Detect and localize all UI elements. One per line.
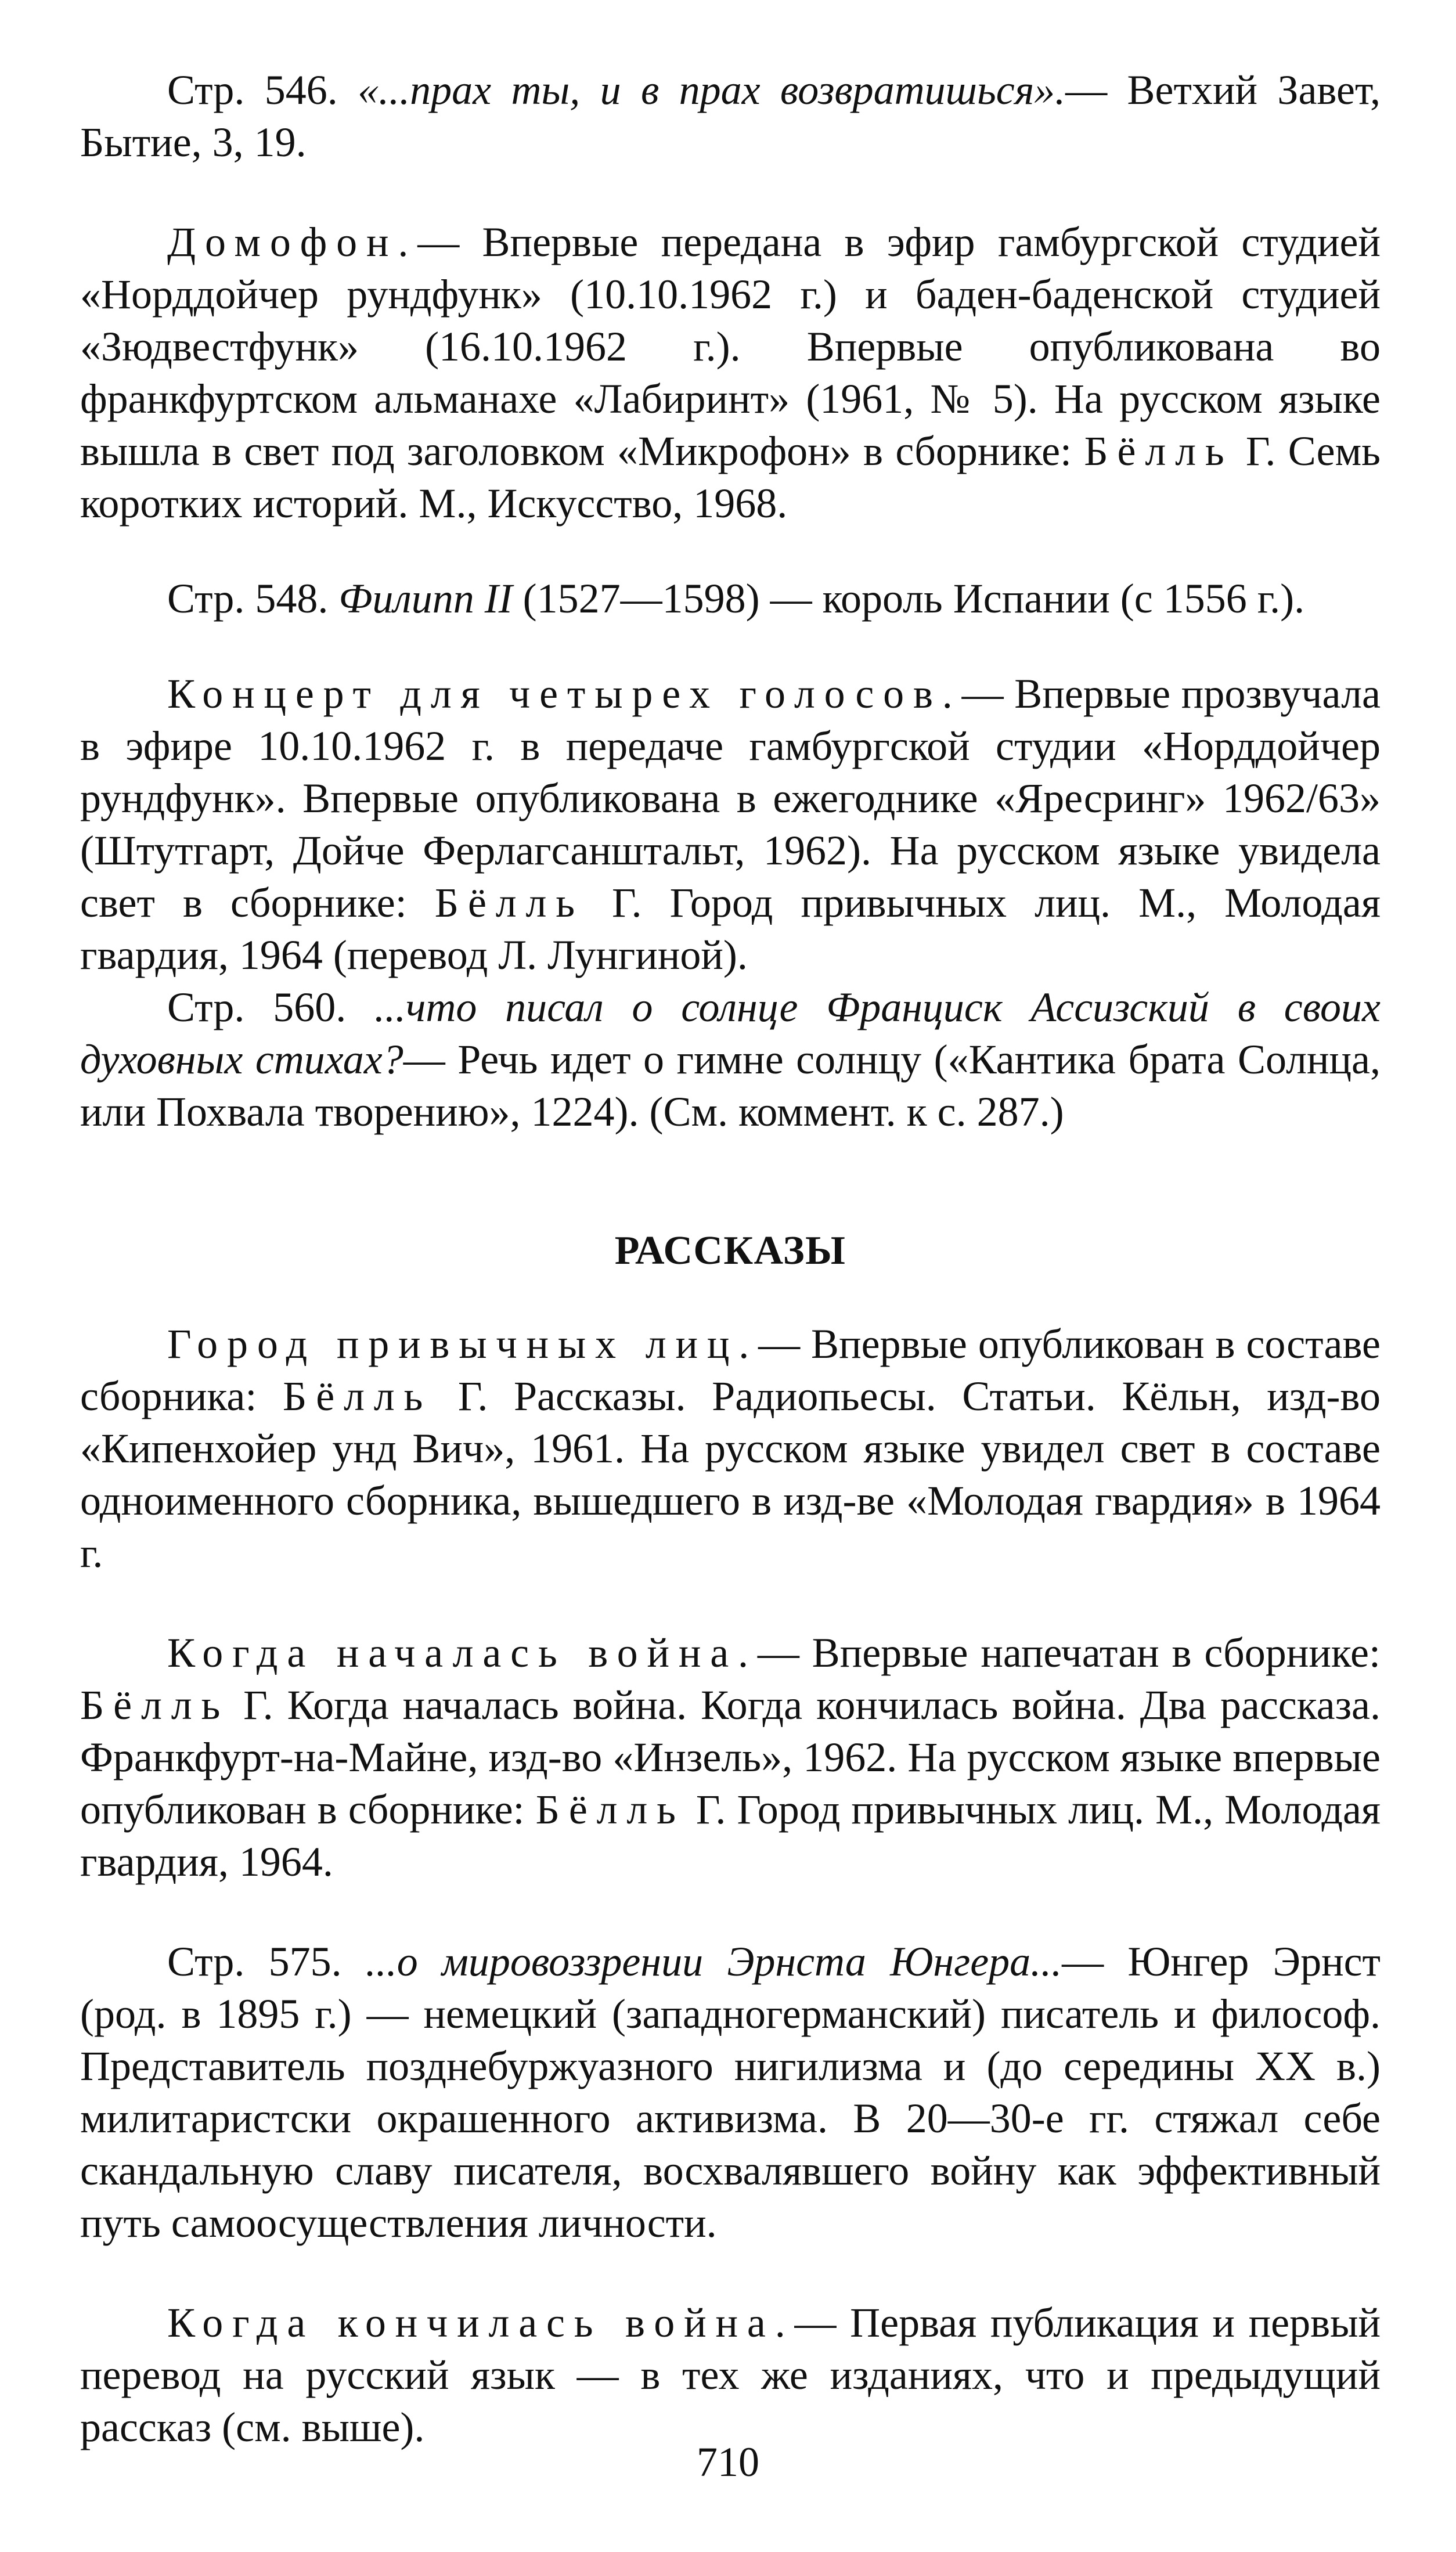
author-name: Бёлль — [535, 1786, 685, 1833]
section-heading: РАССКАЗЫ — [614, 1228, 846, 1273]
page-content — [80, 64, 1381, 2453]
note-page-560 — [80, 981, 1381, 1138]
author-name: Бёлль — [1084, 428, 1234, 474]
note-text: — Речь идет о гимне солнцу («Кантика брата Солнца, или Похвала творению», 1224). (См. коммент. к с. 287.) — [80, 1036, 1381, 1135]
note-text: — Юнгер Эрнст (род. в 1895 г.) — немецкий (западногерманский) писатель и философ. Представитель позднебуржуазного нигилизма и (до середины XX в.) милитаристски окрашенного активизма. В 20—30-е гг. стяжал себе скандальную славу писателя, восхвалявшего войну как эффективный путь самоосуществления личности. — [80, 1938, 1381, 2246]
quoted-phrase: ...что писал о солнце Франциск Ассизский в своих духовных стихах? — [80, 984, 1381, 1083]
person-name: Филипп II — [338, 575, 513, 622]
quoted-phrase: ...о мировоззрении Эрнста Юнгера... — [365, 1938, 1062, 1985]
entry-text: — Впервые передана в эфир гамбургской студией «Норддойчер рундфунк» (10.10.1962 г.) и баден-баденской студией «Зюдвестфунк» (16.10.1962 г.). Впервые опубликована во франкфуртском альманахе «Лабиринт» (1961, № 5). На русском языке вышла в свет под заголовком «Микрофон» в сборнике: — [80, 219, 1381, 474]
entry-war-ended — [80, 2297, 1381, 2453]
note-page-548 — [80, 572, 1381, 625]
entry-text: — Впервые опубликован в составе сборника: — [80, 1321, 1381, 1419]
author-name: Бёлль — [434, 879, 584, 926]
entry-text: Г. Семь коротких историй. М., Искусство, 1968. — [80, 428, 1381, 527]
entry-text: Г. Когда началась война. Когда кончилась война. Два рассказа. Франкфурт-на-Майне, изд-во «Инзель», 1962. На русском языке впервые опубликован в сборнике: — [80, 1682, 1381, 1833]
entry-war-began — [80, 1627, 1381, 1888]
note-text: — Ветхий Завет, Бытие, 3, 19. — [80, 67, 1381, 165]
entry-text: Г. Город привычных лиц. М., Молодая гвардия, 1964. — [80, 1786, 1381, 1885]
page-number: 710 — [697, 2439, 759, 2485]
entry-text: — Впервые напечатан в сборнике: — [757, 1630, 1381, 1676]
page-reference: Стр. 560. — [167, 984, 347, 1030]
entry-domofon — [80, 216, 1381, 529]
entry-city-of-faces — [80, 1318, 1381, 1579]
entry-text: — Первая публикация и первый перевод на русский язык — в тех же изданиях, что и предыдущий рассказ (см. выше). — [80, 2299, 1381, 2450]
work-title: Домофон. — [167, 219, 418, 265]
work-title: Когда началась война. — [167, 1630, 758, 1676]
entry-text: Г. Рассказы. Радиопьесы. Статьи. Кёльн, изд-во «Кипенхойер унд Вич», 1961. На русском языке увидел свет в составе одноименного сборника, вышедшего в изд-ве «Молодая гвардия» в 1964 г. — [80, 1373, 1381, 1576]
note-page-546 — [80, 64, 1381, 168]
quoted-phrase: «...прах ты, и в прах возвратишься». — [358, 67, 1066, 113]
entry-text: — Впервые прозвучала в эфире 10.10.1962 г. в передаче гамбургской студии «Норддойчер рундфунк». Впервые опубликована в ежегоднике «Яресринг» 1962/63» (Штутгарт, Дойче Ферлагсанштальт, 1962). На русском языке увидела свет в сборнике: — [80, 671, 1381, 926]
work-title: Концерт для четырех голосов. — [167, 671, 962, 717]
entry-concert — [80, 668, 1381, 981]
page-reference: Стр. 546. — [167, 67, 338, 113]
page-reference: Стр. 548. — [167, 575, 329, 622]
work-title: Когда кончилась война. — [167, 2299, 795, 2346]
page-reference: Стр. 575. — [167, 1938, 342, 1985]
author-name: Бёлль — [80, 1682, 230, 1728]
note-page-575 — [80, 1935, 1381, 2249]
work-title: Город привычных лиц. — [167, 1321, 759, 1367]
note-text: (1527—1598) — король Испании (с 1556 г.). — [522, 575, 1305, 622]
author-name: Бёлль — [283, 1373, 433, 1419]
entry-text: Г. Город привычных лиц. М., Молодая гвардия, 1964 (перевод Л. Лунгиной). — [80, 879, 1381, 978]
